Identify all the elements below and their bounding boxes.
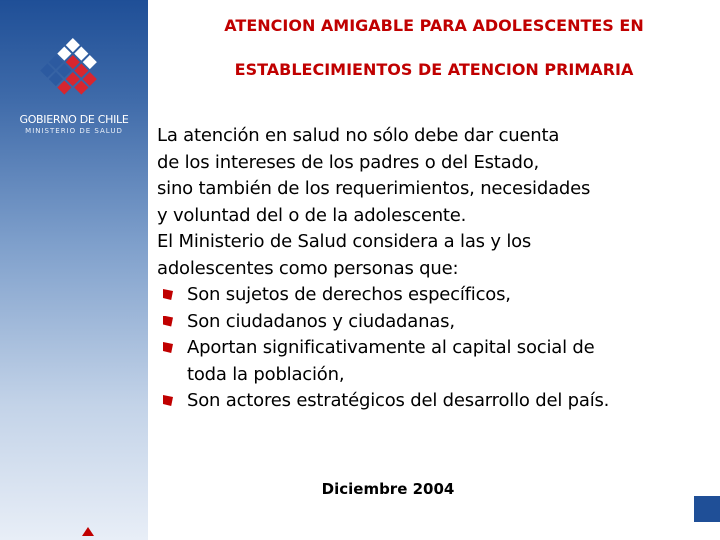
bullet-continuation: toda la población, [187, 363, 345, 385]
body-text [157, 123, 713, 415]
body-line: adolescentes como personas que: [157, 257, 459, 279]
body-line: El Ministerio de Salud considera a las y los [157, 231, 532, 252]
footer-date: Diciembre 2004 [321, 480, 455, 498]
bullet-text: Aportan significativamente al capital social de [187, 337, 595, 358]
bullet-item [157, 388, 713, 415]
square-bullet-icon [163, 289, 173, 300]
square-bullet-icon [163, 316, 173, 327]
body-line: y voluntad del o de la adolescente. [157, 204, 467, 226]
corner-decoration [694, 496, 720, 522]
square-bullet-icon [163, 342, 173, 353]
bullet-item [157, 335, 713, 362]
brand-name: GOBIERNO DE CHILE [19, 113, 129, 126]
body-line: de los intereses de los padres o del Estado, [157, 151, 540, 173]
brand-subtitle: MINISTERIO DE SALUD [25, 127, 123, 135]
square-bullet-icon [163, 395, 173, 406]
bullet-text: Son ciudadanos y ciudadanas, [187, 310, 455, 332]
sidebar [0, 0, 148, 540]
body-line: La atención en salud no sólo debe dar cuenta [157, 125, 560, 146]
page-title-line1: ATENCION AMIGABLE PARA ADOLESCENTES EN [224, 16, 644, 35]
gobierno-de-chile-logo [30, 32, 110, 112]
bullet-item [157, 282, 713, 309]
page-title-line2: ESTABLECIMIENTOS DE ATENCION PRIMARIA [234, 60, 634, 79]
body-line: sino también de los requerimientos, necesidades [157, 178, 591, 199]
bullet-text: Son actores estratégicos del desarrollo del país. [187, 390, 610, 411]
bullet-item [157, 309, 713, 336]
bullet-text: Son sujetos de derechos específicos, [187, 284, 511, 305]
